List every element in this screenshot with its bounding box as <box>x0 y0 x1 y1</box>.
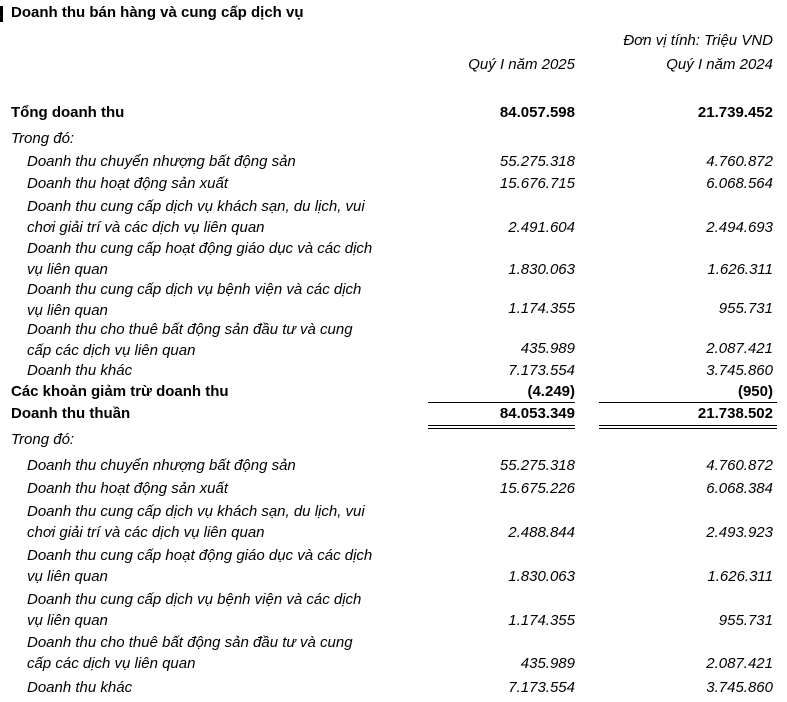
gross-item-label-cont: cấp các dịch vụ liên quan <box>27 342 196 359</box>
column-header-2024: Quý I năm 2024 <box>666 56 773 73</box>
net-item-2024: 4.760.872 <box>706 457 773 474</box>
gross-item-2025: 1.830.063 <box>508 261 575 278</box>
gross-item-label: Doanh thu khác <box>27 362 133 379</box>
double-rule-net-2025-a <box>428 425 575 426</box>
double-rule-net-2025-b <box>428 428 575 429</box>
rule-above-net-2024 <box>599 402 777 403</box>
net-item-label-cont: chơi giải trí và các dịch vụ liên quan <box>27 524 265 541</box>
heading-marker <box>0 6 3 22</box>
net-item-2025: 2.488.844 <box>508 524 575 541</box>
double-rule-net-2024-a <box>599 425 777 426</box>
net-item-2025: 15.675.226 <box>499 480 575 497</box>
net-revenue-2025: 84.053.349 <box>499 405 575 422</box>
deductions-2024: (950) <box>737 383 773 400</box>
unit-note: Đơn vị tính: Triệu VND <box>623 32 773 49</box>
net-item-2025: 1.174.355 <box>508 612 575 629</box>
net-item-label: Doanh thu cung cấp dịch vụ khách sạn, du lịch, vui <box>27 503 365 520</box>
net-revenue-2024: 21.738.502 <box>697 405 773 422</box>
net-item-label-cont: vụ liên quan <box>27 568 108 585</box>
net-item-label: Doanh thu hoạt động sản xuất <box>27 480 228 497</box>
net-item-2024: 1.626.311 <box>707 568 773 585</box>
gross-item-label-cont: vụ liên quan <box>27 302 108 319</box>
total-revenue-2024: 21.739.452 <box>697 104 773 121</box>
net-item-2024: 2.493.923 <box>706 524 773 541</box>
gross-item-label-cont: vụ liên quan <box>27 261 108 278</box>
net-item-label-cont: vụ liên quan <box>27 612 108 629</box>
double-rule-net-2024-b <box>599 428 777 429</box>
section-heading: Doanh thu bán hàng và cung cấp dịch vụ <box>11 4 304 21</box>
gross-item-label-cont: chơi giải trí và các dịch vụ liên quan <box>27 219 265 236</box>
gross-item-label: Doanh thu cung cấp dịch vụ khách sạn, du lịch, vui <box>27 198 365 215</box>
total-revenue-label: Tổng doanh thu <box>11 104 125 121</box>
gross-item-2024: 6.068.564 <box>706 175 773 192</box>
net-item-label: Doanh thu cung cấp hoạt động giáo dục và các dịch <box>27 547 373 564</box>
net-item-2025: 7.173.554 <box>508 679 575 696</box>
column-header-2025: Quý I năm 2025 <box>468 56 575 73</box>
net-item-2025: 1.830.063 <box>508 568 575 585</box>
net-item-label: Doanh thu cho thuê bất động sản đầu tư và cung <box>27 634 353 651</box>
net-item-2024: 6.068.384 <box>706 480 773 497</box>
gross-item-label: Doanh thu cho thuê bất động sản đầu tư và cung <box>27 321 353 338</box>
gross-item-2024: 3.745.860 <box>706 362 773 379</box>
gross-item-label: Doanh thu hoạt động sản xuất <box>27 175 228 192</box>
gross-item-2024: 4.760.872 <box>706 153 773 170</box>
gross-item-2025: 2.491.604 <box>508 219 575 236</box>
deductions-label: Các khoản giảm trừ doanh thu <box>11 383 229 400</box>
gross-item-label: Doanh thu cung cấp hoạt động giáo dục và các dịch <box>27 240 373 257</box>
gross-item-2025: 435.989 <box>520 340 575 357</box>
gross-item-2024: 2.494.693 <box>706 219 773 236</box>
gross-item-2025: 15.676.715 <box>499 175 575 192</box>
net-item-2024: 3.745.860 <box>706 679 773 696</box>
net-item-2024: 955.731 <box>718 612 773 629</box>
gross-item-2025: 55.275.318 <box>499 153 575 170</box>
gross-item-label: Doanh thu chuyển nhượng bất động sản <box>27 153 296 170</box>
net-item-2025: 55.275.318 <box>499 457 575 474</box>
gross-item-label: Doanh thu cung cấp dịch vụ bệnh viện và các dịch <box>27 281 362 298</box>
net-item-label: Doanh thu cung cấp dịch vụ bệnh viện và các dịch <box>27 591 362 608</box>
net-item-label: Doanh thu khác <box>27 679 133 696</box>
net-item-label-cont: cấp các dịch vụ liên quan <box>27 655 196 672</box>
deductions-2025: (4.249) <box>527 383 575 400</box>
breakdown-label-gross: Trong đó: <box>11 130 75 147</box>
gross-item-2025: 1.174.355 <box>508 300 575 317</box>
net-item-2025: 435.989 <box>520 655 575 672</box>
total-revenue-2025: 84.057.598 <box>499 104 575 121</box>
net-item-label: Doanh thu chuyển nhượng bất động sản <box>27 457 296 474</box>
gross-item-2025: 7.173.554 <box>508 362 575 379</box>
net-revenue-label: Doanh thu thuần <box>11 405 131 422</box>
rule-above-net-2025 <box>428 402 575 403</box>
net-item-2024: 2.087.421 <box>706 655 773 672</box>
gross-item-2024: 1.626.311 <box>707 261 773 278</box>
breakdown-label-net: Trong đó: <box>11 431 75 448</box>
gross-item-2024: 955.731 <box>718 300 773 317</box>
gross-item-2024: 2.087.421 <box>706 340 773 357</box>
